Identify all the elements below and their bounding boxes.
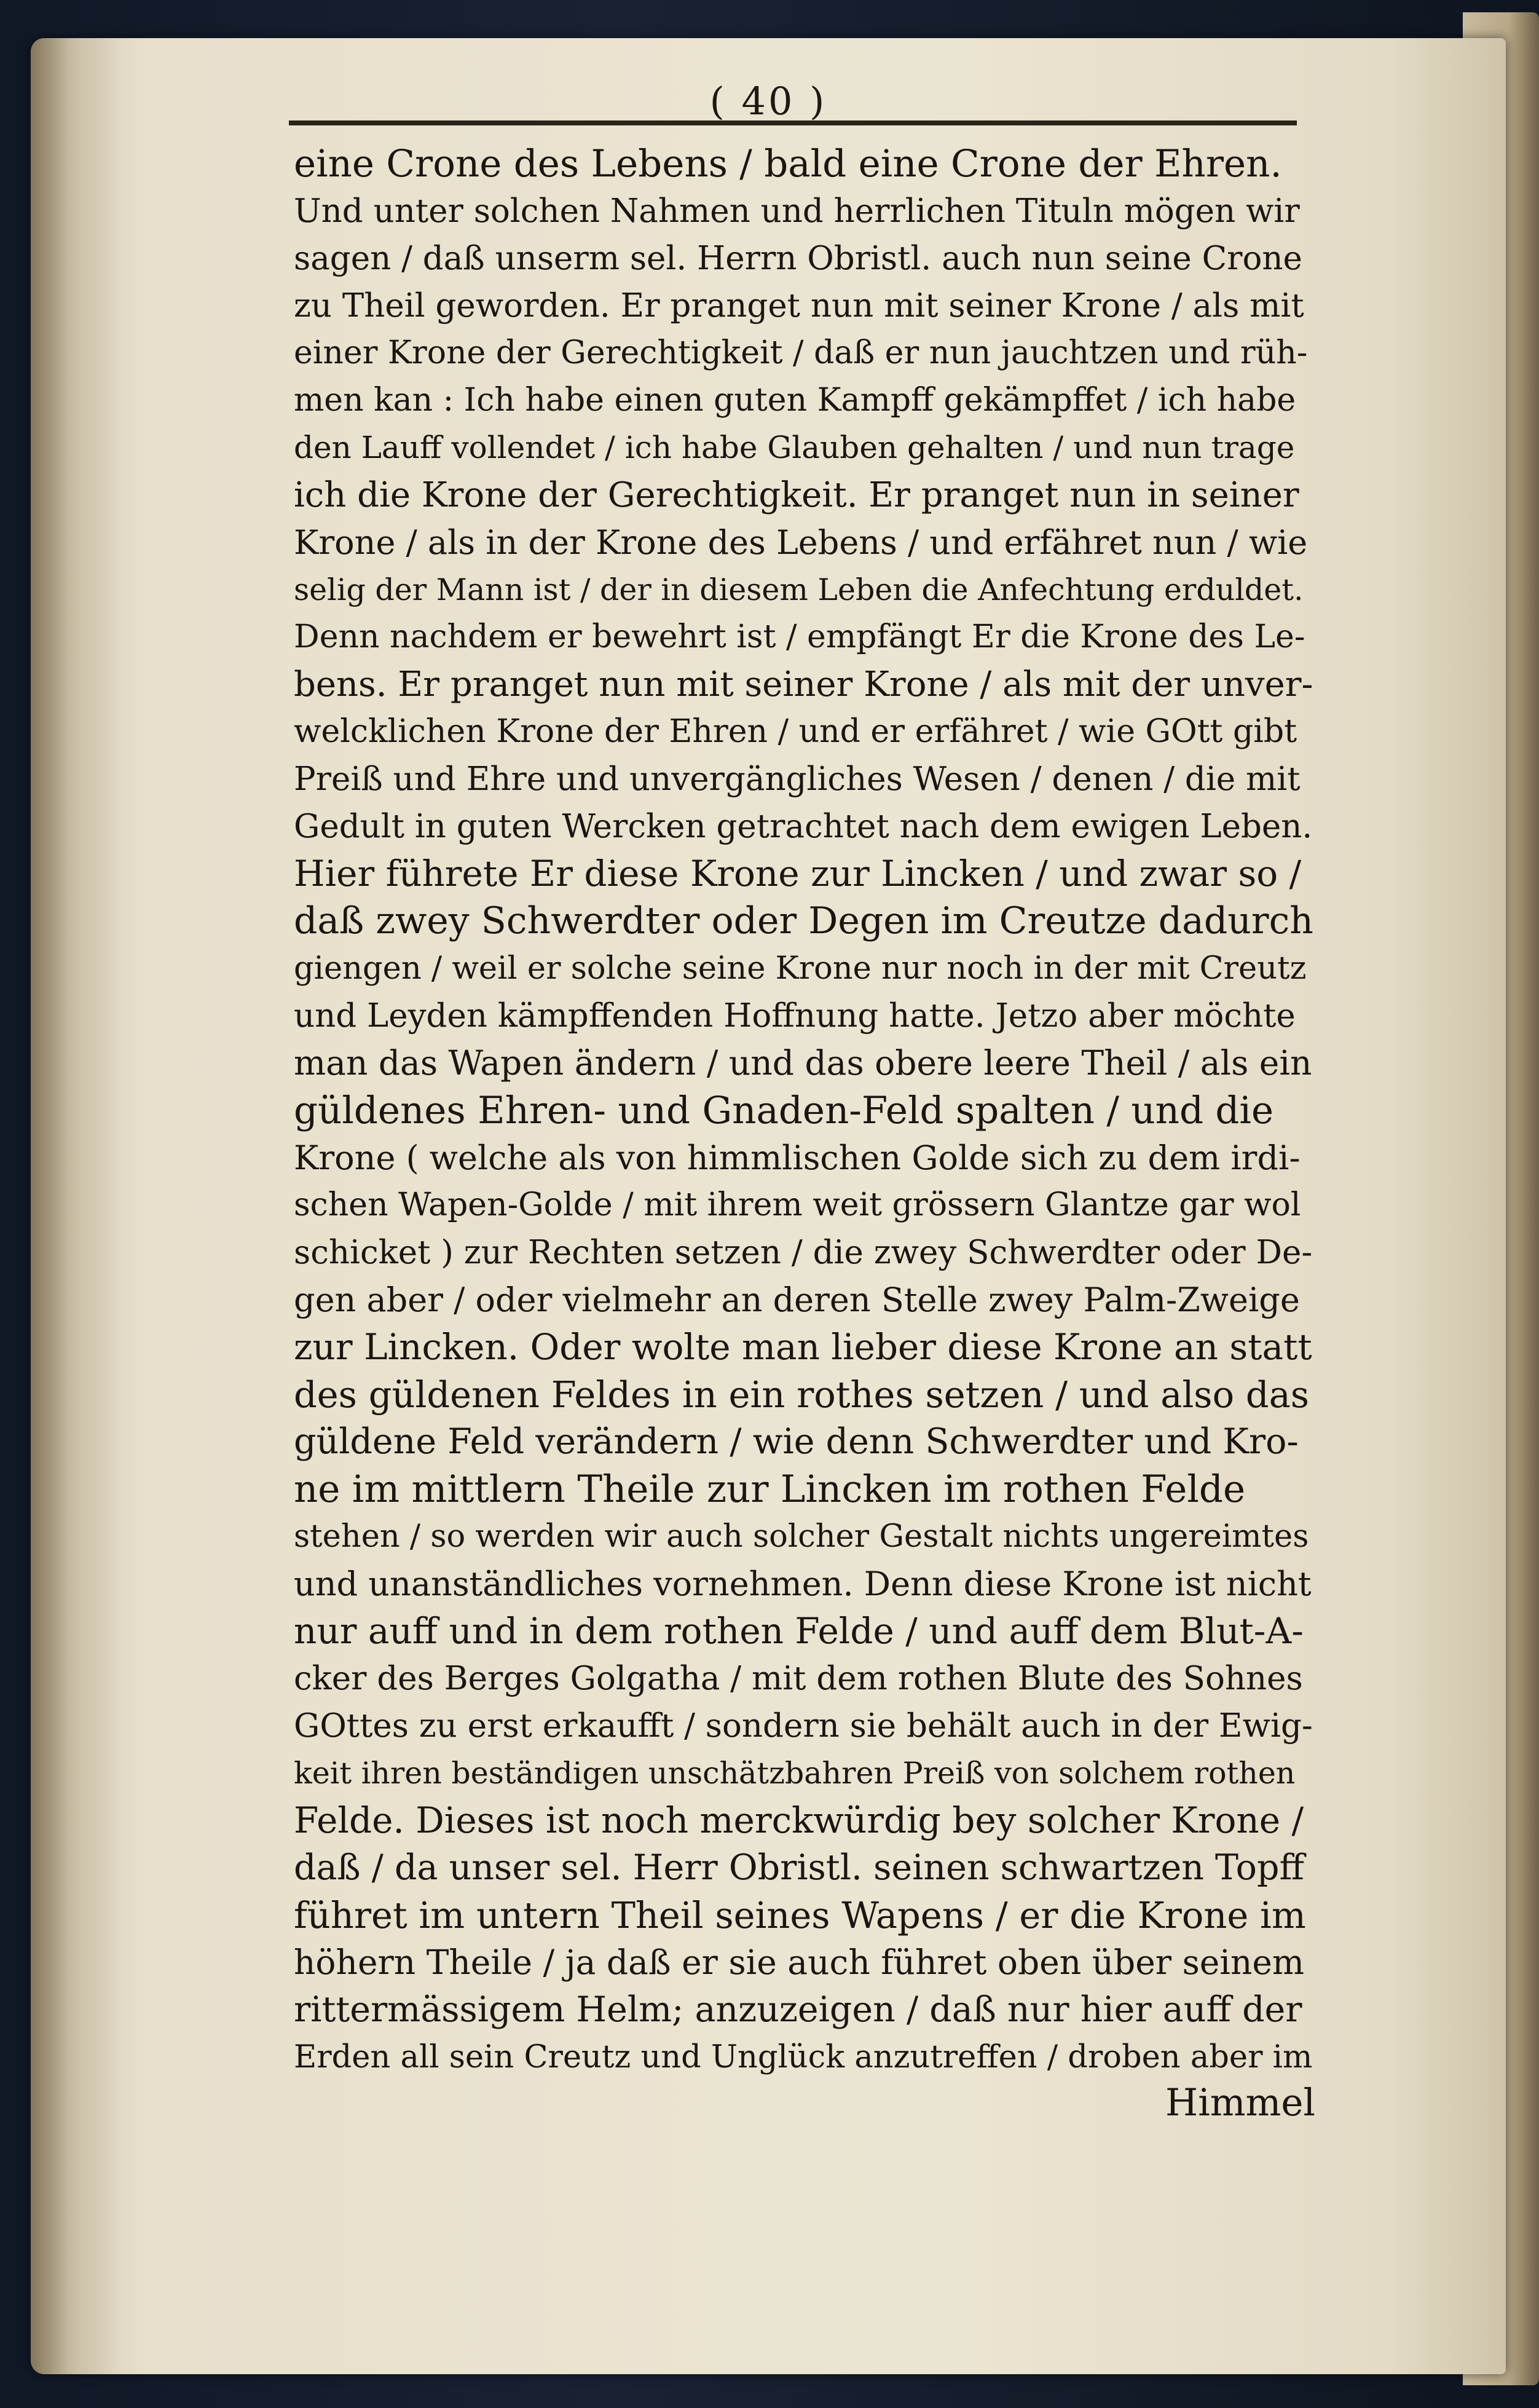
text-line: höhern Theile / ja daß er sie auch führet oben über seinem <box>294 1943 1305 1982</box>
text-line: Krone ( welche als von himmlischen Golde sich zu dem irdi- <box>294 1139 1301 1177</box>
text-line: ich die Krone der Gerechtigkeit. Er pranget nun in seiner <box>294 475 1299 515</box>
text-line: gen aber / oder vielmehr an deren Stelle zwey Palm-Zweige <box>294 1281 1300 1319</box>
page-binding-shadow <box>31 38 123 2374</box>
text-line: keit ihren beständigen unschätzbahren Preiß von solchem rothen <box>294 1756 1296 1791</box>
text-line: stehen / so werden wir auch solcher Gestalt nichts ungereimtes <box>294 1518 1309 1555</box>
text-line: cker des Berges Golgatha / mit dem rothen Blute des Sohnes <box>294 1660 1303 1697</box>
text-line: sagen / daß unserm sel. Herrn Obristl. auch nun seine Crone <box>294 240 1302 277</box>
text-line: Preiß und Ehre und unvergängliches Wesen / denen / die mit <box>294 760 1301 798</box>
text-line: güldenes Ehren- und Gnaden-Feld spalten / und die <box>294 1089 1274 1132</box>
text-line: des güldenen Feldes in ein rothes setzen / und also das <box>294 1373 1310 1416</box>
text-line: rittermässigem Helm; anzuzeigen / daß nur hier auff der <box>294 1989 1302 2030</box>
text-line: schen Wapen-Golde / mit ihrem weit grössern Glantze gar wol <box>294 1186 1301 1223</box>
text-line: führet im untern Theil seines Wapens / er die Krone im <box>294 1894 1306 1936</box>
text-line: selig der Mann ist / der in diesem Leben die Anfechtung erduldet. <box>294 572 1304 607</box>
page-number: ( 40 ) <box>709 79 827 124</box>
text-line: men kan : Ich habe einen guten Kampff gekämpffet / ich habe <box>294 382 1296 419</box>
text-line: Denn nachdem er bewehrt ist / empfängt Er die Krone des Le- <box>294 618 1305 655</box>
text-line: bens. Er pranget nun mit seiner Krone / als mit der unver- <box>294 665 1313 705</box>
body-text <box>294 140 1314 2150</box>
text-line: Und unter solchen Nahmen und herrlichen Tituln mögen wir <box>294 192 1300 230</box>
text-line: einer Krone der Gerechtigkeit / daß er nun jauchtzen und rüh- <box>294 334 1308 371</box>
text-line: zur Lincken. Oder wolte man lieber diese Krone an statt <box>294 1326 1312 1368</box>
text-line: Felde. Dieses ist noch merckwürdig bey solcher Krone / <box>294 1799 1304 1841</box>
text-line: daß / da unser sel. Herr Obristl. seinen schwartzen Topff <box>294 1847 1304 1888</box>
header-rule <box>289 120 1297 125</box>
text-line: schicket ) zur Rechten setzen / die zwey Schwerdter oder De- <box>294 1234 1313 1271</box>
text-line: GOttes zu erst erkaufft / sondern sie behält auch in der Ewig- <box>294 1707 1313 1745</box>
text-line: man das Wapen ändern / und das obere leere Theil / als ein <box>294 1043 1312 1083</box>
text-line: güldene Feld verändern / wie denn Schwerdter und Kro- <box>294 1421 1299 1462</box>
text-line: Krone / als in der Krone des Lebens / und erfähret nun / wie <box>294 523 1308 562</box>
text-line: daß zwey Schwerdter oder Degen im Creutze dadurch <box>294 899 1313 942</box>
text-line: und Leyden kämpffenden Hoffnung hatte. Jetzo aber möchte <box>294 997 1296 1035</box>
text-line: ne im mittlern Theile zur Lincken im rothen Felde <box>294 1467 1246 1511</box>
catchword: Himmel <box>1165 2081 1315 2125</box>
text-line: und unanständliches vornehmen. Denn diese Krone ist nicht <box>294 1565 1312 1603</box>
text-line: giengen / weil er solche seine Krone nur noch in der mit Creutz <box>294 950 1307 987</box>
text-line: Gedult in guten Wercken getrachtet nach dem ewigen Leben. <box>294 808 1313 845</box>
text-line: den Lauff vollendet / ich habe Glauben gehalten / und nun trage <box>294 430 1295 465</box>
text-line: nur auff und in dem rothen Felde / und auff dem Blut-A- <box>294 1610 1304 1652</box>
text-line: Erden all sein Creutz und Unglück anzutreffen / droben aber im <box>294 2039 1313 2075</box>
text-line: Hier führete Er diese Krone zur Lincken / und zwar so / <box>294 853 1302 894</box>
text-line: eine Crone des Lebens / bald eine Crone der Ehren. <box>294 142 1282 186</box>
text-line: welcklichen Krone der Ehren / und er erfähret / wie GOtt gibt <box>294 713 1297 750</box>
text-line: zu Theil geworden. Er pranget nun mit seiner Krone / als mit <box>294 287 1304 325</box>
